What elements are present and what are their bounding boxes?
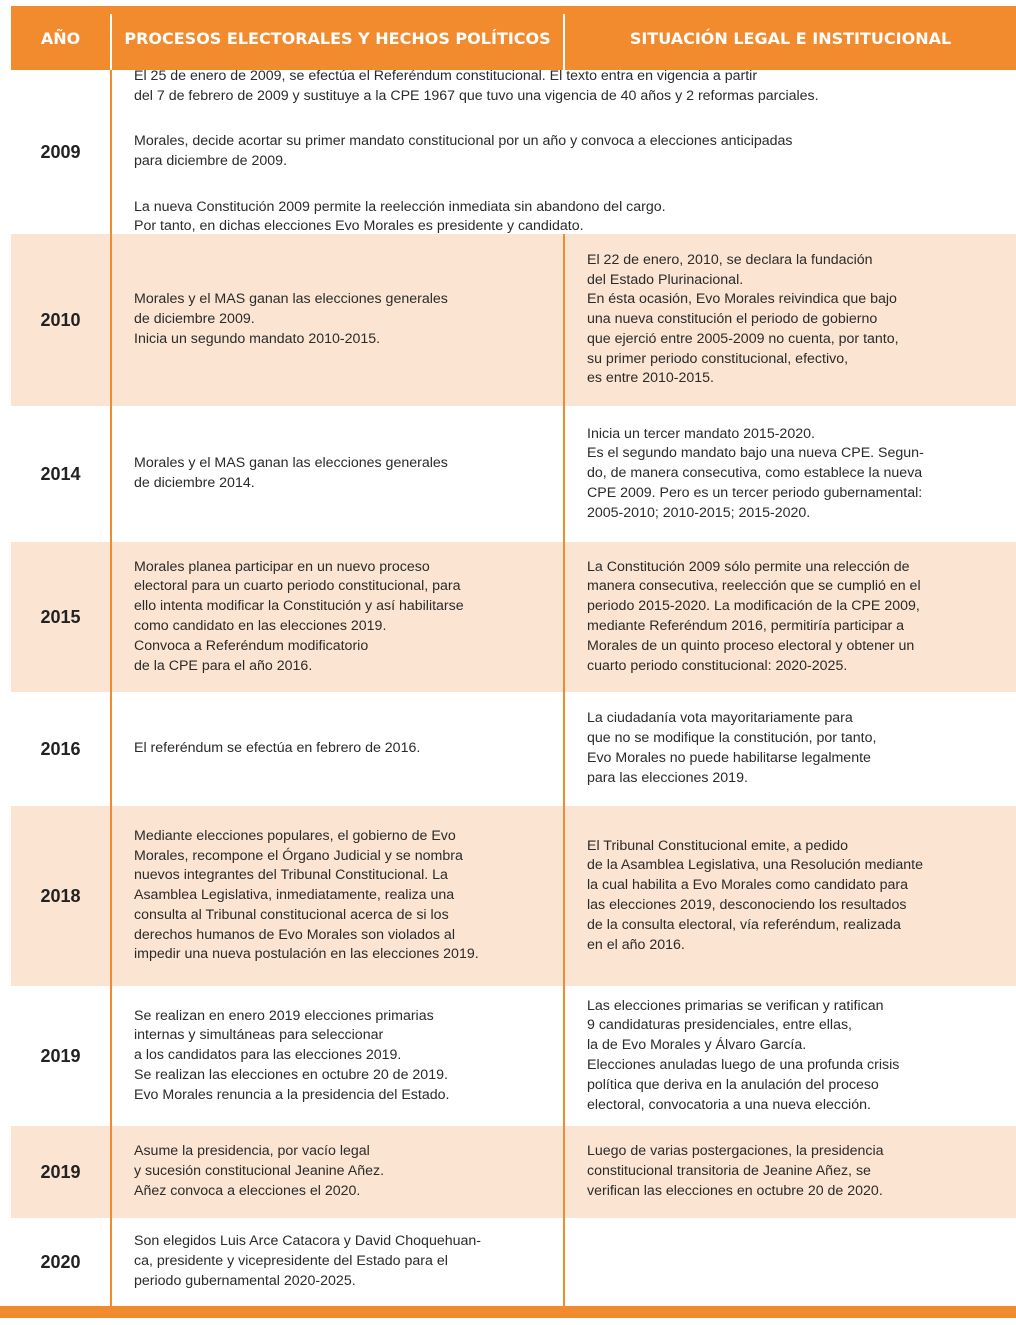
header-year: AÑO — [40, 28, 81, 48]
paragraph: El 25 de enero de 2009, se efectúa el Referéndum constitucional. El texto entra en vigencia a partir del 7 de febrero de 2009 y sustituye a la CPE 1967 que tuvo una vigencia de 40 años y 2 reformas parciales. — [134, 67, 819, 104]
table-row — [11, 406, 1016, 542]
table-row — [11, 234, 1016, 406]
processes-text: Se realizan en enero 2019 elecciones primarias internas y simultáneas para seleccionar a los candidatos para las elecciones 2019. Se realizan las elecciones en octubre 20 de 2019. Evo Morales renuncia a la presidencia del Estado. — [134, 1007, 450, 1103]
processes-text: Asume la presidencia, por vacío legal y sucesión constitucional Jeanine Añez. Añez convoca a elecciones el 2020. — [134, 1143, 385, 1199]
row-legal — [587, 806, 1012, 986]
row-year: 2018 — [40, 885, 81, 906]
processes-text: Morales y el MAS ganan las elecciones generales de diciembre 2014. — [134, 455, 448, 491]
row-processes — [134, 1126, 562, 1218]
row-legal — [587, 1218, 1012, 1306]
row-year: 2015 — [40, 606, 81, 627]
bottom-bar — [0, 1306, 1016, 1318]
table-row — [11, 692, 1016, 806]
row-legal — [587, 1126, 1012, 1218]
row-processes — [134, 1218, 562, 1306]
row-legal — [587, 986, 1012, 1126]
table-row — [11, 986, 1016, 1126]
row-year: 2019 — [40, 1161, 81, 1182]
header-processes: PROCESOS ELECTORALES Y HECHOS POLÍTICOS — [124, 28, 551, 48]
legal-text: La ciudadanía vota mayoritariamente para que no se modifique la constitución, por tanto, Evo Morales no puede habilitarse legalmente para las elecciones 2019. — [587, 710, 877, 786]
column-divider-year — [110, 70, 112, 1306]
paragraph: La nueva Constitución 2009 permite la reelección inmediata sin abandono del cargo. Por tanto, en dichas elecciones Evo Morales es presidente y candidato. — [134, 198, 666, 235]
legal-text: El 22 de enero, 2010, se declara la fundación del Estado Plurinacional. En ésta ocasión, Evo Morales reivindica que bajo una nueva constitución el periodo de gobierno que ejerció entre 2005-2009 no cuenta, por tanto, su primer periodo constitucional, efectivo, es entre 2010-2015. — [587, 251, 899, 387]
row-year: 2016 — [40, 738, 81, 759]
row-year: 2020 — [40, 1251, 81, 1272]
table-row — [11, 1126, 1016, 1218]
processes-text: Morales y el MAS ganan las elecciones generales de diciembre 2009. Inicia un segundo mandato 2010-2015. — [134, 291, 448, 347]
row-year: 2010 — [40, 309, 81, 330]
row-processes — [134, 406, 562, 542]
row-processes — [134, 67, 1004, 235]
paragraph: Morales, decide acortar su primer mandato constitucional por un año y convoca a elecciones anticipadas para diciembre de 2009. — [134, 133, 793, 169]
legal-text: Las elecciones primarias se verifican y ratifican 9 candidaturas presidenciales, entre ellas, la de Evo Morales y Álvaro García. Elecciones anuladas luego de una profunda crisis política que deriva en la anulación del proceso electoral, convocatoria a una nueva elección. — [587, 997, 900, 1113]
table-row — [11, 806, 1016, 986]
row-processes — [134, 806, 562, 986]
row-year: 2014 — [40, 463, 81, 484]
processes-text: Son elegidos Luis Arce Catacora y David Choquehuan- ca, presidente y vicepresidente del Estado para el periodo gubernamental 2020-2025. — [134, 1233, 482, 1289]
row-processes — [134, 234, 562, 406]
processes-text: Morales planea participar en un nuevo proceso electoral para un cuarto periodo constitucional, para ello intenta modificar la Constitución y así habilitarse como candidato en las elecciones 2019. Convoca a Referéndum modificatorio de la CPE para el año 2016. — [134, 558, 464, 674]
legal-text: Inicia un tercer mandato 2015-2020. Es el segundo mandato bajo una nueva CPE. Segun- do, de manera consecutiva, como establece la nueva CPE 2009. Pero es un tercer periodo gubernamental: 2005-2010; 2010-2015; 2015-2020. — [587, 425, 924, 521]
table-row — [11, 67, 1016, 235]
header-legal: SITUACIÓN LEGAL E INSTITUCIONAL — [629, 28, 952, 48]
processes-text: El referéndum se efectúa en febrero de 2016. — [134, 740, 421, 757]
row-processes — [134, 542, 562, 692]
row-legal — [587, 234, 1012, 406]
legal-text: El Tribunal Constitucional emite, a pedido de la Asamblea Legislativa, una Resolución mediante la cual habilita a Evo Morales como candidato para las elecciones 2019, desconociendo los resultados de la consulta electoral, vía referéndum, realizada en el año 2016. — [587, 837, 923, 953]
legal-text: La Constitución 2009 sólo permite una relección de manera consecutiva, reelección que se cumplió en el periodo 2015-2020. La modificación de la CPE 2009, mediante Referéndum 2016, permitiría participar a Morales de un quinto proceso electoral y obtener un cuarto periodo constitucional: 2020-2025. — [587, 558, 921, 674]
table-row — [11, 542, 1016, 692]
row-year: 2019 — [40, 1045, 81, 1066]
table-row — [11, 1218, 1016, 1306]
row-year: 2009 — [40, 141, 81, 162]
row-processes — [134, 986, 562, 1126]
column-divider-legal — [563, 234, 565, 1306]
row-processes — [134, 692, 562, 806]
processes-text: Mediante elecciones populares, el gobierno de Evo Morales, recompone el Órgano Judicial y se nombra nuevos integrantes del Tribunal Constitucional. La Asamblea Legislativa, inmediatamente, realiza una consulta al Tribunal constitucional acerca de si los derechos humanos de Evo Morales son violados al impedir una nueva postulación en las elecciones 2019. — [134, 827, 479, 963]
legal-text: Luego de varias postergaciones, la presidencia constitucional transitoria de Jeanine Añez, se verifican las elecciones en octubre 20 de 2020. — [587, 1143, 884, 1199]
row-legal — [587, 692, 1012, 806]
row-legal — [587, 542, 1012, 692]
row-legal — [587, 406, 1012, 542]
